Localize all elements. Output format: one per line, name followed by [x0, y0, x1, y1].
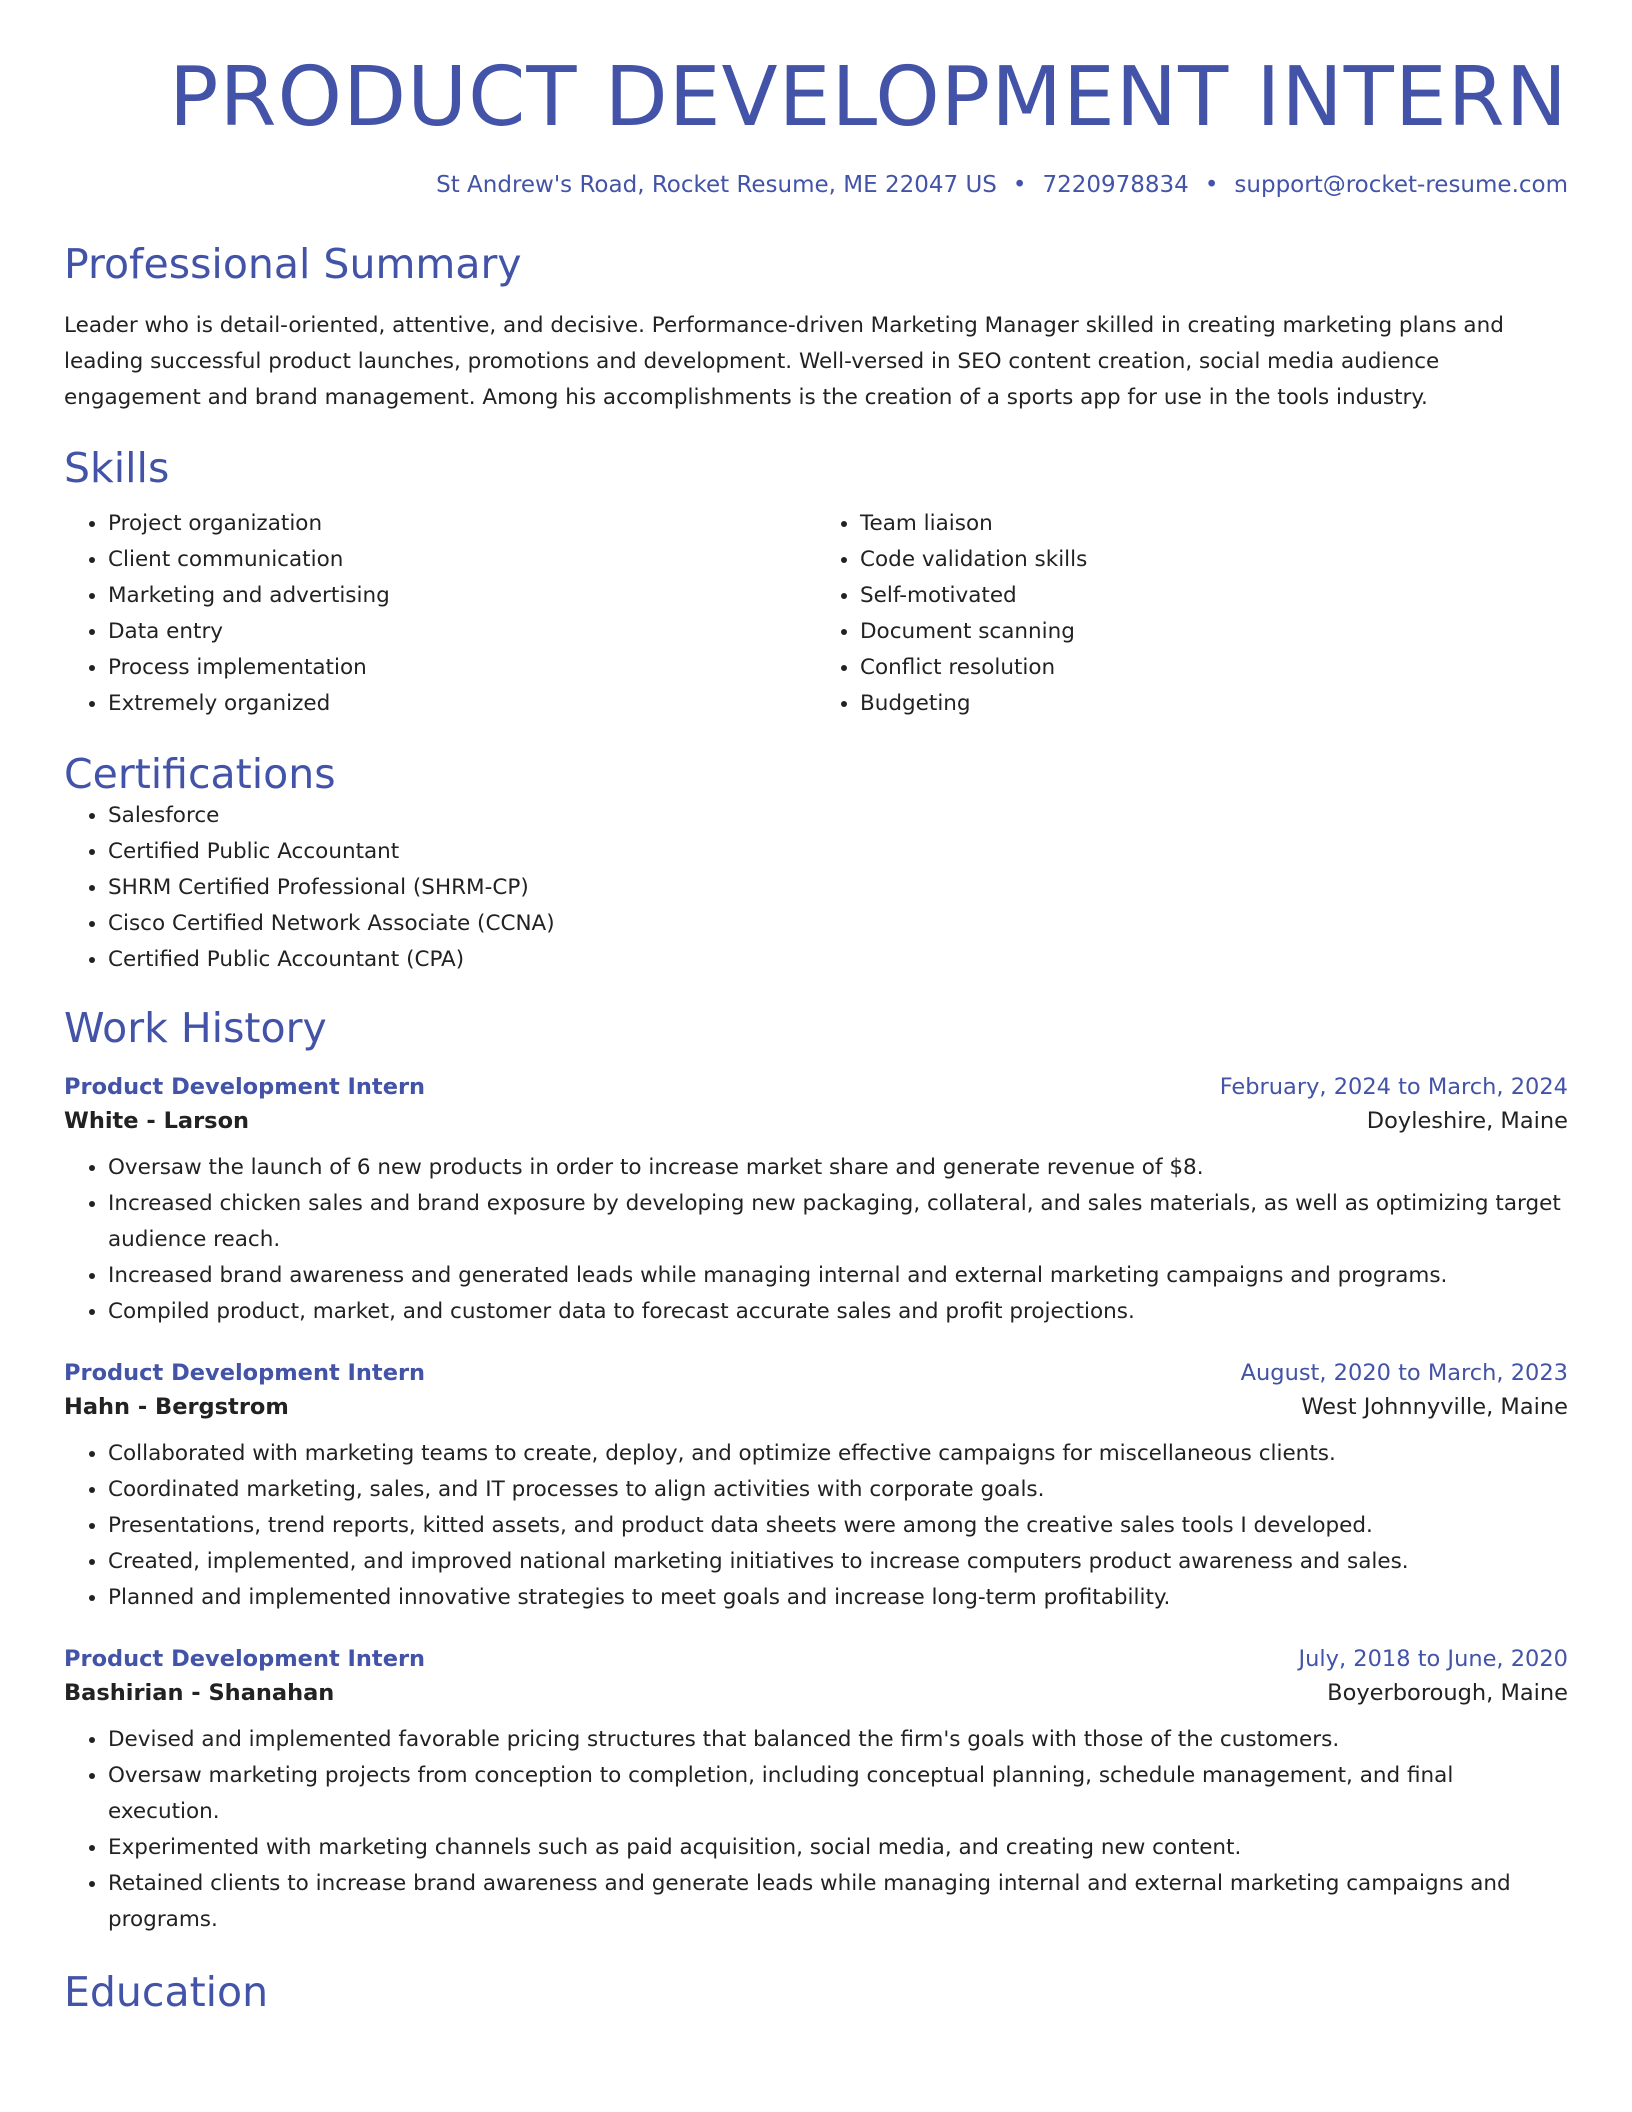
job-title: Product Development Intern: [64, 1073, 426, 1100]
address: St Andrew's Road, Rocket Resume, ME 22047 US: [436, 171, 997, 198]
candidate-name: PRODUCT DEVELOPMENT INTERN: [169, 50, 1568, 145]
skills-columns: [64, 506, 1568, 722]
section-title-certifications: Certifications: [64, 749, 336, 798]
job-entry: [64, 1074, 1568, 1330]
job-entry: [64, 1360, 1568, 1616]
skill-item: • Team liaison: [860, 506, 1568, 542]
job-header: [64, 1074, 1568, 1100]
job-title: Product Development Intern: [64, 1359, 426, 1386]
job-location: Doyleshire, Maine: [1366, 1107, 1568, 1134]
skill-item: • Budgeting: [860, 686, 1568, 722]
job-bullet: • Compiled product, market, and customer data to forecast accurate sales and profit projections.: [108, 1294, 1568, 1330]
email-link[interactable]: support@rocket-resume.com: [1234, 171, 1568, 198]
job-dates: August, 2020 to March, 2023: [1240, 1359, 1568, 1386]
certifications-list: [64, 798, 1568, 978]
resume-header: [64, 0, 1568, 198]
job-dates: July, 2018 to June, 2020: [1298, 1645, 1568, 1672]
job-title: Product Development Intern: [64, 1645, 426, 1672]
separator-dot: •: [1204, 171, 1219, 198]
job-company: Bashirian - Shanahan: [64, 1679, 335, 1706]
skill-item: • Data entry: [108, 614, 816, 650]
job-bullet: • Increased brand awareness and generated leads while managing internal and external marketing campaigns and programs.: [108, 1258, 1568, 1294]
certification-item: • Certified Public Accountant (CPA): [108, 942, 1568, 978]
skills-list-right: [816, 506, 1568, 722]
section-title-skills: Skills: [64, 443, 170, 492]
section-title-education: Education: [64, 1967, 269, 2016]
skill-item: • Code validation skills: [860, 542, 1568, 578]
job-subheader: [64, 1394, 1568, 1420]
job-bullets: [64, 1150, 1568, 1330]
skill-item: • Process implementation: [108, 650, 816, 686]
section-title-work-history: Work History: [64, 1003, 327, 1052]
job-bullet: • Retained clients to increase brand awareness and generate leads while managing internal and external marketing campaigns and programs.: [108, 1866, 1568, 1938]
job-dates: February, 2024 to March, 2024: [1219, 1073, 1568, 1100]
separator-dot: •: [1012, 171, 1027, 198]
job-bullet: • Oversaw marketing projects from conception to completion, including conceptual planning, schedule management, and final execution.: [108, 1758, 1568, 1830]
job-bullet: • Coordinated marketing, sales, and IT processes to align activities with corporate goals.: [108, 1472, 1568, 1508]
job-bullets: [64, 1436, 1568, 1616]
job-company: Hahn - Bergstrom: [64, 1393, 289, 1420]
job-location: Boyerborough, Maine: [1327, 1679, 1568, 1706]
job-entry: [64, 1646, 1568, 1938]
certification-item: • SHRM Certified Professional (SHRM-CP): [108, 870, 1568, 906]
job-bullet: • Planned and implemented innovative strategies to meet goals and increase long-term profitability.: [108, 1580, 1568, 1616]
skill-item: • Client communication: [108, 542, 816, 578]
job-bullet: • Oversaw the launch of 6 new products in order to increase market share and generate revenue of $8.: [108, 1150, 1568, 1186]
job-header: [64, 1360, 1568, 1386]
skill-item: • Project organization: [108, 506, 816, 542]
job-company: White - Larson: [64, 1107, 250, 1134]
skill-item: • Self-motivated: [860, 578, 1568, 614]
job-bullet: • Experimented with marketing channels such as paid acquisition, social media, and creating new content.: [108, 1830, 1568, 1866]
job-bullet: • Devised and implemented favorable pricing structures that balanced the firm's goals with those of the customers.: [108, 1722, 1568, 1758]
contact-line: [64, 172, 1568, 198]
certification-item: • Salesforce: [108, 798, 1568, 834]
skill-item: • Conflict resolution: [860, 650, 1568, 686]
phone: 7220978834: [1042, 171, 1189, 198]
job-subheader: [64, 1108, 1568, 1134]
job-bullet: • Increased chicken sales and brand exposure by developing new packaging, collateral, and sales materials, as well as optimizing target audience reach.: [108, 1186, 1568, 1258]
job-bullets: [64, 1722, 1568, 1938]
job-bullet: • Created, implemented, and improved national marketing initiatives to increase computers product awareness and sales.: [108, 1544, 1568, 1580]
job-location: West Johnnyville, Maine: [1301, 1393, 1568, 1420]
job-header: [64, 1646, 1568, 1672]
certification-item: • Cisco Certified Network Associate (CCNA): [108, 906, 1568, 942]
section-title-summary: Professional Summary: [64, 239, 522, 288]
certification-item: • Certified Public Accountant: [108, 834, 1568, 870]
skill-item: • Document scanning: [860, 614, 1568, 650]
job-bullet: • Presentations, trend reports, kitted assets, and product data sheets were among the creative sales tools I developed.: [108, 1508, 1568, 1544]
skill-item: • Extremely organized: [108, 686, 816, 722]
skills-list-left: [64, 506, 816, 722]
skill-item: • Marketing and advertising: [108, 578, 816, 614]
job-subheader: [64, 1680, 1568, 1706]
job-bullet: • Collaborated with marketing teams to create, deploy, and optimize effective campaigns for miscellaneous clients.: [108, 1436, 1568, 1472]
summary-text: Leader who is detail-oriented, attentive, and decisive. Performance-driven Marketing Manager skilled in creating marketing plans and leading successful product launches, promotions and development. Well-versed in SEO content creation, social media audience engagement and brand management. Among his accomplishments is the creation of a sports app for use in the tools industry.: [64, 312, 1504, 410]
